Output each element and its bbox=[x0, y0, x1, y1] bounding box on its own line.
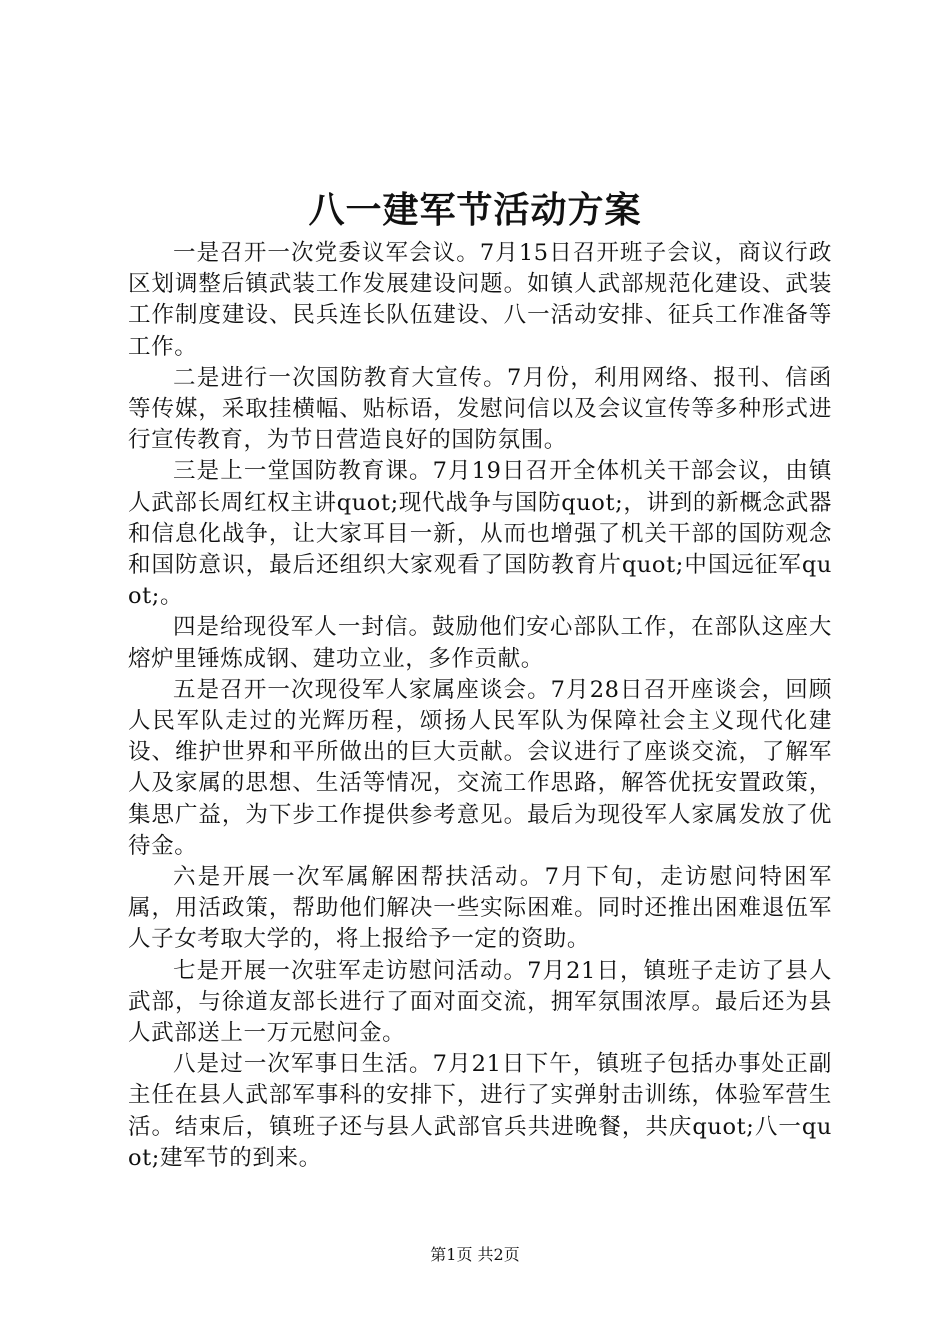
document-body bbox=[128, 238, 832, 1174]
paragraph-7: 七是开展一次驻军走访慰问活动。7月21日，镇班子走访了县人武部，与徐道友部长进行了面对面交流，拥军氛围浓厚。最后还为县人武部送上一万元慰问金。 bbox=[128, 957, 832, 1047]
paragraph-2: 二是进行一次国防教育大宣传。7月份，利用网络、报刊、信函等传媒，采取挂横幅、贴标语，发慰问信以及会议宣传等多种形式进行宣传教育，为节日营造良好的国防氛围。 bbox=[128, 364, 832, 454]
paragraph-6: 六是开展一次军属解困帮扶活动。7月下旬，走访慰问特困军属，用活政策，帮助他们解决一些实际困难。同时还推出困难退伍军人子女考取大学的，将上报给予一定的资助。 bbox=[128, 864, 832, 953]
page-number-footer: 第1页 共2页 bbox=[430, 1245, 520, 1264]
paragraph-4: 四是给现役军人一封信。鼓励他们安心部队工作，在部队这座大熔炉里锤炼成钢、建功立业，多作贡献。 bbox=[128, 614, 832, 672]
paragraph-5: 五是召开一次现役军人家属座谈会。7月28日召开座谈会，回顾人民军队走过的光辉历程，颂扬人民军队为保障社会主义现代化建设、维护世界和平所做出的巨大贡献。会议进行了座谈交流，了解军人及家属的思想、生活等情况，交流工作思路，解答优抚安置政策，集思广益，为下步工作提供参考意见。最后为现役军人家属发放了优待金。 bbox=[128, 676, 832, 859]
paragraph-1: 一是召开一次党委议军会议。7月15日召开班子会议，商议行政区划调整后镇武装工作发展建设问题。如镇人武部规范化建设、武装工作制度建设、民兵连长队伍建设、八一活动安排、征兵工作准备等工作。 bbox=[128, 240, 832, 360]
paragraph-3: 三是上一堂国防教育课。7月19日召开全体机关干部会议，由镇人武部长周红权主讲quot;现代战争与国防quot;，讲到的新概念武器和信息化战争，让大家耳目一新，从而也增强了机关干部的国防观念和国防意识，最后还组织大家观看了国防教育片quot;中国远征军quot;。 bbox=[128, 458, 832, 610]
document-title: 八一建军节活动方案 bbox=[308, 189, 642, 231]
paragraph-8: 八是过一次军事日生活。7月21日下午，镇班子包括办事处正副主任在县人武部军事科的安排下，进行了实弹射击训练，体验军营生活。结束后，镇班子还与县人武部官兵共进晚餐，共庆quot;八一quot;建军节的到来。 bbox=[128, 1051, 832, 1171]
